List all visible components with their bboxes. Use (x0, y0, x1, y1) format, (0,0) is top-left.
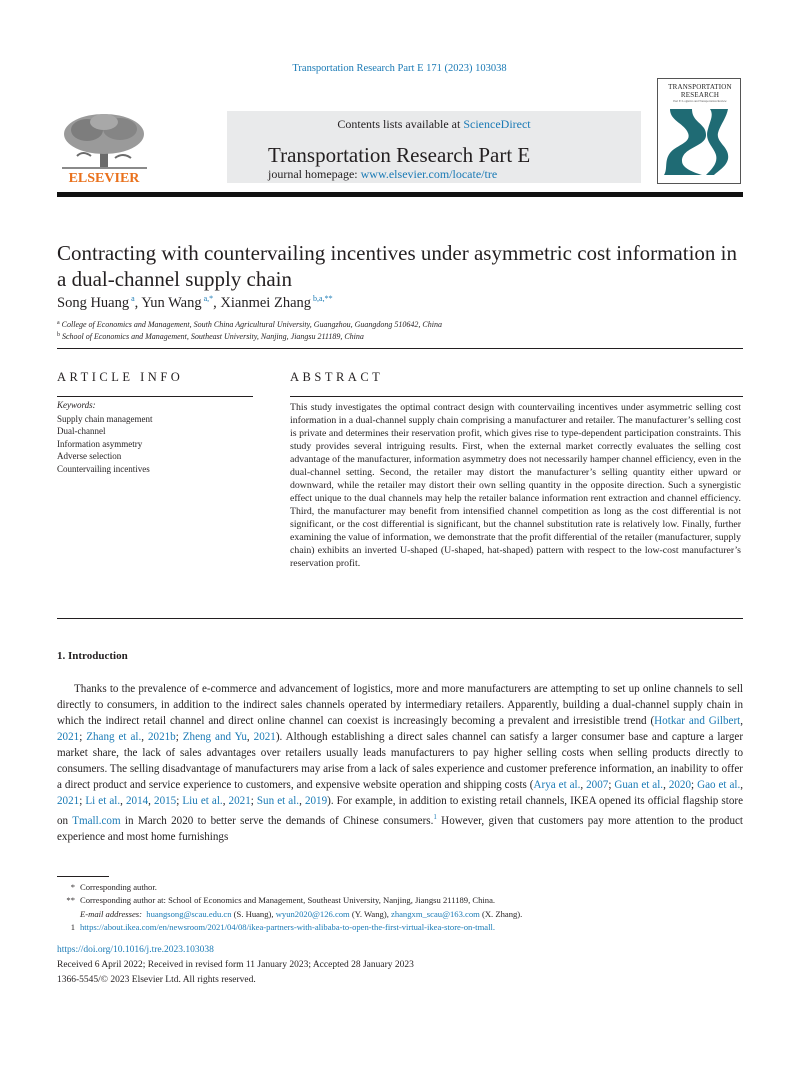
divider (57, 618, 743, 619)
footnote-rule (57, 876, 109, 877)
doi-link[interactable]: https://doi.org/10.1016/j.tre.2023.103038 (57, 945, 214, 955)
author-name[interactable]: Xianmei Zhang (220, 295, 312, 311)
keyword: Countervailing incentives (57, 463, 150, 474)
keyword: Information asymmetry (57, 438, 143, 449)
abstract-text: This study investigates the optimal contract design with countervailing incentives under asymmetric selling cost information in a dual-channel supply chain comprising a manufacturer and retailer. The manufacturer’s selling cost is private and determines their reservation profit, which gives rise to type-dependent participation constraints. This study provides several intriguing results. First, when the external market correctly evaluates the selling cost advantage of the manufacturer, information asymmetry does not necessarily hamper channel efficiency, even in the dual-channel setting. Second, the retailer may distort the manufacturer’s selling quantity either upward or downward, while the retailer may distort their own selling quantity in the opposite direction. Such a synergistic effect unique to the dual channels may help the retailer balance information rent extraction and channel efficiency. Third, the manufacturer may benefit from intensified channel competition as long as the cost differential is not significant, or the cost differential is significant, but the channel substitution rate is relatively low. Finally, further examining the value of information, we demonstrate that the profit differential of the retailer (manufacturer, supply chain) exhibits an inverted U-shaped (U-shaped, hat-shaped) pattern with respect to the low-cost manufacturer’s reservation profit. (290, 402, 741, 569)
footnote: * Corresponding author. (70, 882, 157, 892)
footnote: ** Corresponding author at: School of Economics and Management, Southeast University, Nanjing, Jiangsu 211189, China. (66, 895, 496, 905)
citation-link[interactable]: Sun et al. (256, 795, 300, 807)
citation-link[interactable]: 2021 (57, 795, 80, 807)
citation-link[interactable]: 2021 (253, 731, 276, 743)
citation-link[interactable]: Guan et al. (614, 779, 664, 791)
author-marks[interactable]: a,* (203, 294, 214, 303)
keyword-list (57, 413, 152, 475)
article-info-heading: ARTICLE INFO (57, 370, 184, 384)
keywords-label: Keywords: (57, 400, 96, 410)
footnote-emails: E-mail addresses: huangsong@scau.edu.cn (S. Huang), wyun2020@126.com (Y. Wang), zhangxm_scau@163.com (X. Zhang). (80, 909, 523, 919)
journal-reference-link[interactable]: Transportation Research Part E 171 (2023) 103038 (292, 63, 507, 74)
cover-title: TRANSPORTATION RESEARCH (668, 83, 732, 99)
citation-link[interactable]: Zheng and Yu (182, 731, 247, 743)
citation-link[interactable]: 2021b (147, 731, 176, 743)
footnote-url-link[interactable]: https://about.ikea.com/en/newsroom/2021/04/08/ikea-partners-with-alibaba-to-open-the-first-virtual-ikea-store-on-tmall. (80, 922, 495, 932)
section-heading-introduction: 1. Introduction (57, 650, 128, 662)
citation-link[interactable]: Arya et al. (533, 779, 581, 791)
citation-link[interactable]: 2020 (668, 779, 692, 791)
citation-link[interactable]: 2019 (304, 795, 328, 807)
header-rule (57, 192, 743, 197)
received-dates: Received 6 April 2022; Received in revised form 11 January 2023; Accepted 28 January 2023 (57, 960, 414, 970)
author-marks[interactable]: b,a,** (313, 294, 333, 303)
author-marks[interactable]: a (131, 294, 135, 303)
journal-name: Transportation Research Part E (268, 143, 531, 167)
citation-link[interactable]: 2014 (125, 795, 149, 807)
email-link[interactable]: zhangxm_scau@163.com (391, 909, 480, 919)
citation-link[interactable]: 2007 (586, 779, 609, 791)
citation-link[interactable]: 2021 (57, 731, 80, 743)
affiliation: $^a$ College of Economics and Management, South China Agricultural University, Guangzhou, Guangdong 510642, China (57, 320, 442, 329)
citation-link[interactable]: Liu et al. (182, 795, 223, 807)
author-list: Song Huang $^a$, Yun Wang $^{a,*}$, Xianmei Zhang $^{b,a,**}$ (57, 294, 333, 311)
keyword: Supply chain management (57, 414, 153, 424)
citation-link[interactable]: 2015 (154, 795, 177, 807)
journal-cover-thumbnail[interactable] (657, 78, 741, 184)
citation-link[interactable]: Zhang et al. (86, 731, 142, 743)
tmall-link[interactable]: Tmall.com (72, 815, 121, 827)
divider (290, 396, 743, 397)
paper-title: Contracting with countervailing incentives under asymmetric cost information in a dual-channel supply chain (57, 241, 737, 291)
citation-link[interactable]: Gao et al. (697, 779, 741, 791)
introduction-paragraph: Thanks to the prevalence of e-commerce and advancement of logistics, more and more manufacturers are attempting to set up online channels to sell directly to consumers, in addition to the indirect sales channels operated by intermediary retailers. Apparently, building a dual-channel supply chain in which the indirect retail channel and direct online channel can coexist is increasingly becoming a prevalent and irresistible trend (Hotkar and Gilbert, 2021; Zhang et al., 2021b; Zheng and Yu, 2021). Although establishing a direct sales channel can satisfy a larger consumer base and capture a larger market share, the lack of sales advantages over retailers usually leads manufacturers to pay higher selling costs when selling products directly to consumers. The selling disadvantage of manufacturers may arise from a lack of sales experience and customer preference information, an inability to offer a direct product and service experience to customers, and expensive website operation and shipping costs (Arya et al., 2007; Guan et al., 2020; Gao et al., 2021; Li et al., 2014, 2015; Liu et al., 2021; Sun et al., 2019). For example, in addition to existing retail channels, IKEA opened its official flagship store on Tmall.com in March 2020 to better serve the demands of Chinese consumers.$^1$ However, given that customers pay more attention to the product experience and most home furnishings (57, 683, 744, 843)
citation-link[interactable]: Li et al. (85, 795, 121, 807)
author-name[interactable]: Song Huang (57, 295, 130, 311)
keyword: Dual-channel (57, 426, 106, 437)
email-link[interactable]: wyun2020@126.com (275, 909, 350, 919)
author-name[interactable]: Yun Wang (141, 295, 202, 311)
issn-copyright: 1366-5545/© 2023 Elsevier Ltd. All rights reserved. (57, 975, 256, 985)
email-link[interactable]: huangsong@scau.edu.cn (146, 909, 232, 919)
affiliation: $^b$ School of Economics and Management, Southeast University, Nanjing, Jiangsu 211189, China (57, 332, 364, 341)
keyword: Adverse selection (57, 451, 122, 462)
citation-link[interactable]: 2021 (228, 795, 251, 807)
footnote-ref[interactable]: 1 (433, 813, 437, 821)
elsevier-wordmark: ELSEVIER (68, 171, 140, 184)
footnote: 1 https://about.ikea.com/en/newsroom/2021/04/08/ikea-partners-with-alibaba-to-open-the-first-virtual-ikea-store-on-tmall. (70, 922, 495, 932)
divider (57, 396, 253, 397)
journal-homepage: journal homepage: www.elsevier.com/locate/tre (268, 167, 498, 181)
divider (57, 348, 743, 349)
cover-subtitle: Part E: Logistics and Transportation Review (673, 99, 727, 103)
elsevier-logo (57, 112, 152, 184)
contents-line: Contents lists available at ScienceDirect (337, 117, 531, 131)
homepage-link[interactable]: www.elsevier.com/locate/tre (360, 167, 498, 181)
sciencedirect-link[interactable]: ScienceDirect (463, 117, 531, 131)
citation-link[interactable]: Hotkar and Gilbert (654, 715, 741, 727)
abstract-heading: ABSTRACT (290, 370, 384, 384)
